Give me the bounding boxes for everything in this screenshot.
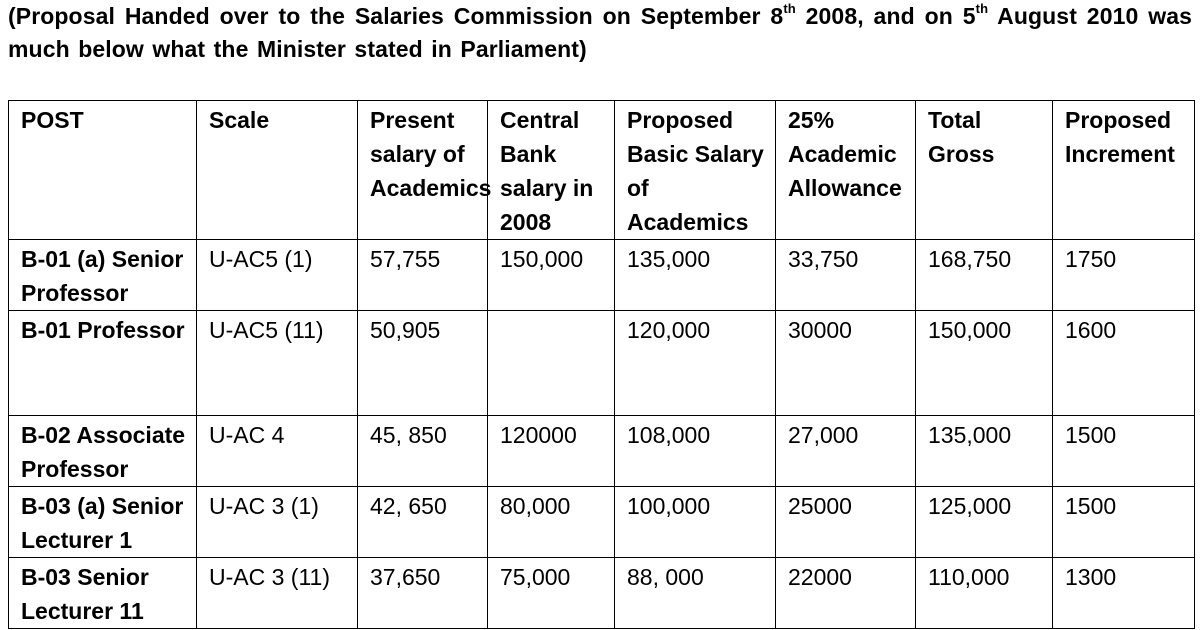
heading-text-3: August 2010 was much below what the Minister stated in Parliament) bbox=[8, 3, 1192, 62]
cell-proposed-basic-salary: 108,000 bbox=[615, 416, 776, 487]
cell-total-gross: 110,000 bbox=[916, 558, 1053, 629]
cell-academic-allowance: 25000 bbox=[776, 487, 916, 558]
column-header-academic-allowance: 25% Academic Allowance bbox=[776, 101, 916, 240]
cell-academic-allowance: 30000 bbox=[776, 311, 916, 416]
cell-proposed-increment: 1500 bbox=[1053, 487, 1195, 558]
cell-academic-allowance: 22000 bbox=[776, 558, 916, 629]
cell-post: B-01 (a) Senior Professor bbox=[9, 240, 197, 311]
cell-post: B-03 (a) Senior Lecturer 1 bbox=[9, 487, 197, 558]
table-row bbox=[9, 240, 1195, 311]
cell-total-gross: 125,000 bbox=[916, 487, 1053, 558]
cell-academic-allowance: 33,750 bbox=[776, 240, 916, 311]
table-header-row bbox=[9, 101, 1195, 240]
table-row bbox=[9, 487, 1195, 558]
salary-table bbox=[8, 100, 1195, 629]
cell-central-bank-salary bbox=[488, 311, 615, 416]
cell-post: B-01 Professor bbox=[9, 311, 197, 416]
column-header-proposed-increment: Proposed Increment bbox=[1053, 101, 1195, 240]
cell-scale: U-AC 3 (11) bbox=[197, 558, 358, 629]
column-header-proposed-basic-salary: Proposed Basic Salary of Academics bbox=[615, 101, 776, 240]
heading-superscript-1: th bbox=[783, 1, 796, 16]
heading-superscript-2: th bbox=[975, 1, 989, 16]
cell-academic-allowance: 27,000 bbox=[776, 416, 916, 487]
cell-proposed-basic-salary: 100,000 bbox=[615, 487, 776, 558]
table-row bbox=[9, 416, 1195, 487]
column-header-present-salary: Present salary of Academics bbox=[358, 101, 488, 240]
cell-present-salary: 57,755 bbox=[358, 240, 488, 311]
cell-scale: U-AC 3 (1) bbox=[197, 487, 358, 558]
cell-central-bank-salary: 80,000 bbox=[488, 487, 615, 558]
cell-proposed-increment: 1500 bbox=[1053, 416, 1195, 487]
page-heading bbox=[8, 0, 1192, 66]
cell-proposed-increment: 1600 bbox=[1053, 311, 1195, 416]
table-row bbox=[9, 558, 1195, 629]
heading-text-1: (Proposal Handed over to the Salaries Commission on September 8 bbox=[8, 3, 784, 29]
cell-present-salary: 37,650 bbox=[358, 558, 488, 629]
column-header-scale: Scale bbox=[197, 101, 358, 240]
cell-proposed-increment: 1300 bbox=[1053, 558, 1195, 629]
column-header-central-bank-salary: Central Bank salary in 2008 bbox=[488, 101, 615, 240]
cell-present-salary: 42, 650 bbox=[358, 487, 488, 558]
cell-total-gross: 150,000 bbox=[916, 311, 1053, 416]
cell-scale: U-AC 4 bbox=[197, 416, 358, 487]
cell-central-bank-salary: 120000 bbox=[488, 416, 615, 487]
cell-total-gross: 168,750 bbox=[916, 240, 1053, 311]
cell-total-gross: 135,000 bbox=[916, 416, 1053, 487]
cell-present-salary: 50,905 bbox=[358, 311, 488, 416]
cell-scale: U-AC5 (11) bbox=[197, 311, 358, 416]
cell-central-bank-salary: 75,000 bbox=[488, 558, 615, 629]
heading-text-2: 2008, and on 5 bbox=[795, 3, 976, 29]
cell-post: B-03 Senior Lecturer 11 bbox=[9, 558, 197, 629]
cell-present-salary: 45, 850 bbox=[358, 416, 488, 487]
cell-scale: U-AC5 (1) bbox=[197, 240, 358, 311]
column-header-post: POST bbox=[9, 101, 197, 240]
cell-central-bank-salary: 150,000 bbox=[488, 240, 615, 311]
cell-proposed-basic-salary: 135,000 bbox=[615, 240, 776, 311]
column-header-total-gross: Total Gross bbox=[916, 101, 1053, 240]
table-row bbox=[9, 311, 1195, 416]
cell-proposed-increment: 1750 bbox=[1053, 240, 1195, 311]
cell-proposed-basic-salary: 120,000 bbox=[615, 311, 776, 416]
cell-proposed-basic-salary: 88, 000 bbox=[615, 558, 776, 629]
cell-post: B-02 Associate Professor bbox=[9, 416, 197, 487]
